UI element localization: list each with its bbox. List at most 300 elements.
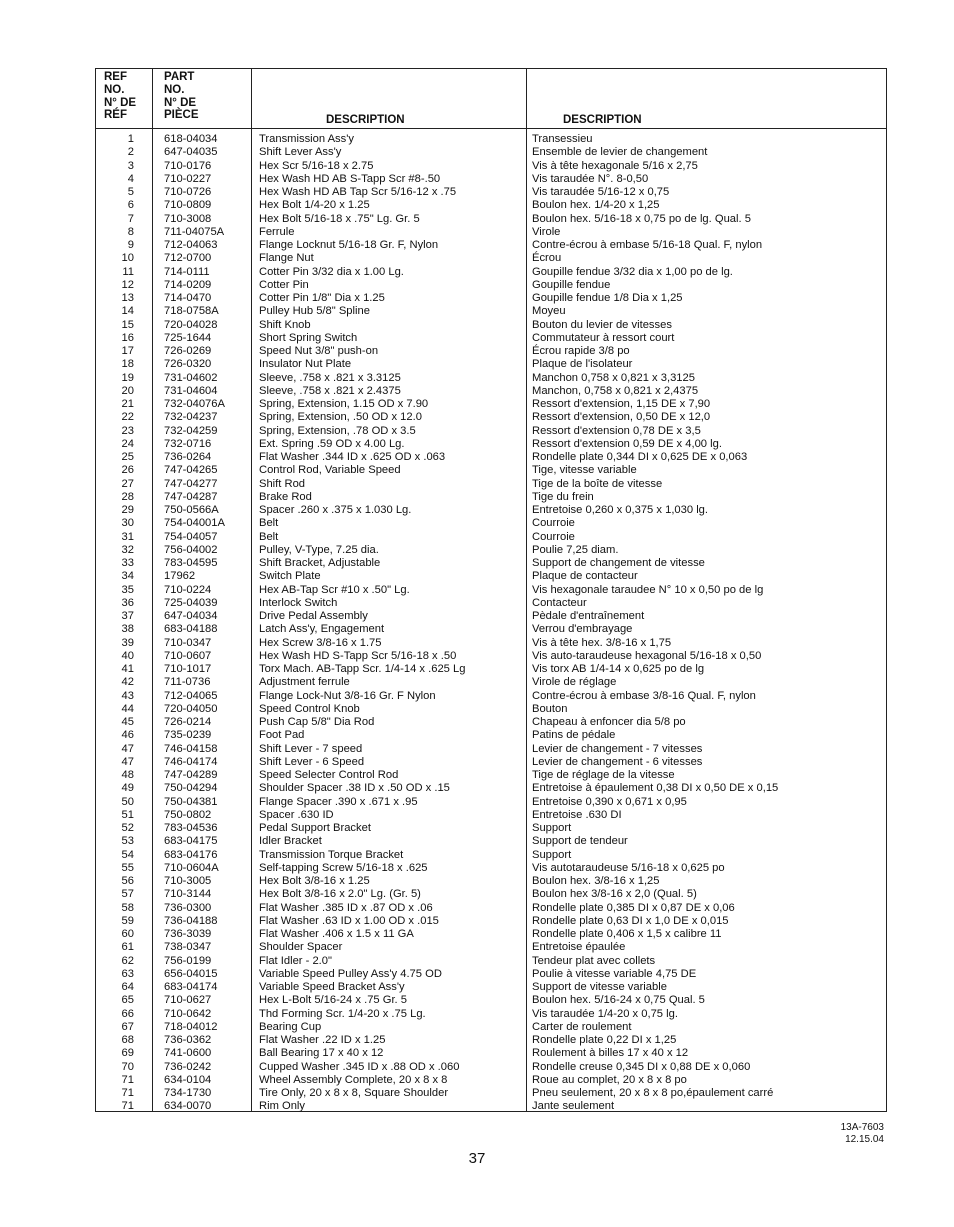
ref-number: 61 <box>121 941 134 954</box>
part-number: 710-0227 <box>164 172 212 185</box>
ref-number: 59 <box>121 914 134 927</box>
part-number: 712-04065 <box>164 689 218 702</box>
description-fr: Levier de changement - 7 vitesses <box>532 742 703 755</box>
ref-number: 58 <box>121 901 134 914</box>
part-number: 750-0566A <box>164 504 219 516</box>
table-row <box>96 160 886 173</box>
ref-number: 46 <box>121 729 134 742</box>
ref-number: 47 <box>121 742 134 755</box>
description-en: Transmission Ass'y <box>259 133 354 145</box>
part-number: 710-3144 <box>164 888 212 901</box>
part-number: 710-0224 <box>164 583 212 596</box>
description-fr: Tige de réglage de la vitesse <box>532 769 675 781</box>
ref-number: 32 <box>121 543 134 556</box>
description-fr: Support de tendeur <box>532 835 628 848</box>
ref-number: 9 <box>127 239 134 251</box>
table-row <box>96 531 886 544</box>
description-en: Latch Ass'y, Engagement <box>259 623 385 636</box>
description-fr: Support <box>532 848 572 861</box>
description-en: Speed Control Knob <box>259 702 360 715</box>
table-row <box>96 517 886 530</box>
description-fr: Rondelle plate 0,406 x 1,5 x calibre 11 <box>532 928 722 940</box>
description-en: Flat Washer .385 ID x .87 OD x .06 <box>259 901 433 914</box>
description-en: Wheel Assembly Complete, 20 x 8 x 8 <box>259 1073 448 1086</box>
ref-number: 55 <box>121 861 134 874</box>
description-fr: Entretoise 0,260 x 0,375 x 1,030 lg. <box>532 504 709 516</box>
ref-number: 65 <box>121 994 134 1007</box>
description-fr: Boulon hex. 5/16-18 x 0,75 po de lg. Qual. 5 <box>532 212 751 225</box>
ref-number: 11 <box>122 265 134 278</box>
header-ref-line: N° DE <box>104 96 137 109</box>
table-row <box>96 239 886 252</box>
description-fr: Roulement à billes 17 x 40 x 12 <box>532 1047 689 1060</box>
part-number: 735-0239 <box>164 729 212 742</box>
ref-number: 7 <box>127 212 134 225</box>
description-fr: Tige de la boîte de vitesse <box>532 477 663 490</box>
description-fr: Boulon hex. 3/8-16 x 1,25 <box>532 875 660 887</box>
header-part-line: PART <box>164 71 195 83</box>
table-row <box>96 703 886 716</box>
parts-table <box>95 68 887 1112</box>
description-fr: Ensemble de levier de changement <box>532 146 708 159</box>
table-row <box>96 252 886 265</box>
ref-number: 36 <box>121 596 134 609</box>
description-en: Variable Speed Bracket Ass'y <box>259 981 405 993</box>
table-row <box>96 902 886 915</box>
description-fr: Pèdale d'entraînement <box>532 610 645 622</box>
part-number: 634-0070 <box>164 1100 212 1113</box>
table-row <box>96 146 886 159</box>
ref-number: 18 <box>121 358 134 371</box>
part-number: 712-0700 <box>164 252 212 265</box>
ref-number: 39 <box>121 636 134 649</box>
part-number: 750-04381 <box>164 795 218 808</box>
ref-number: 28 <box>121 490 134 503</box>
description-en: Hex Bolt 1/4-20 x 1.25 <box>259 199 370 212</box>
description-en: Idler Bracket <box>259 835 322 848</box>
description-en: Spring, Extension, .50 OD x 12.0 <box>259 411 422 424</box>
description-en: Push Cap 5/8" Dia Rod <box>259 716 375 728</box>
description-en: Transmission Torque Bracket <box>259 848 404 861</box>
header-part-line: N° DE <box>164 96 197 109</box>
description-fr: Bouton du levier de vitesses <box>532 318 672 331</box>
part-number: 714-0470 <box>164 292 212 304</box>
description-fr: Ressort d'extension, 0,50 DE x 12,0 <box>532 411 711 424</box>
description-fr: Ressort d'extension 0,78 DE x 3,5 <box>532 424 701 437</box>
description-fr: Goupille fendue <box>532 278 611 291</box>
description-fr: Ressort d'extension, 1,15 DE x 7,90 <box>532 398 711 410</box>
description-en: Ext. Spring .59 OD x 4.00 Lg. <box>259 437 405 450</box>
description-en: Belt <box>259 517 279 530</box>
table-row <box>96 1047 886 1060</box>
table-row <box>96 915 886 928</box>
part-number: 732-04076A <box>164 398 225 410</box>
ref-number: 71 <box>121 1073 134 1086</box>
part-number: 711-04075A <box>164 225 225 238</box>
description-fr: Jante seulement <box>532 1100 615 1113</box>
description-fr: Vis hexagonale taraudee N° 10 x 0,50 po de lg <box>532 583 764 596</box>
description-fr: Rondelle plate 0,22 DI x 1,25 <box>532 1034 677 1046</box>
table-row <box>96 226 886 239</box>
description-en: Insulator Nut Plate <box>259 358 352 371</box>
description-en: Belt <box>259 530 279 543</box>
description-fr: Support <box>532 822 572 834</box>
part-number: 710-0347 <box>164 636 212 649</box>
description-fr: Moyeu <box>532 305 566 318</box>
description-en: Switch Plate <box>259 570 321 583</box>
ref-number: 23 <box>121 424 134 437</box>
header-part-line: PIÈCE <box>164 109 199 122</box>
description-en: Thd Forming Scr. 1/4-20 x .75 Lg. <box>259 1007 426 1020</box>
table-row <box>96 358 886 371</box>
description-fr: Vis torx AB 1/4-14 x 0,625 po de lg <box>532 663 705 675</box>
part-number: 732-04259 <box>164 424 218 437</box>
description-en: Hex Wash HD AB Tap Scr 5/16-12 x .75 <box>259 186 457 198</box>
description-fr: Rondelle plate 0,385 DI x 0,87 DE x 0,06 <box>532 901 735 914</box>
description-fr: Goupille fendue 3/32 dia x 1,00 po de lg. <box>532 265 733 278</box>
part-number: 746-04158 <box>164 742 218 755</box>
ref-number: 44 <box>121 702 134 715</box>
part-number: 732-04237 <box>164 411 218 424</box>
description-en: Torx Mach. AB-Tapp Scr. 1/4-14 x .625 Lg <box>259 663 466 675</box>
description-fr: Courroie <box>532 530 575 543</box>
description-en: Self-tapping Screw 5/16-18 x .625 <box>259 861 428 874</box>
description-en: Foot Pad <box>259 729 305 742</box>
part-number: 726-0320 <box>164 358 212 371</box>
description-fr: Vis à tête hex. 3/8-16 x 1,75 <box>532 636 672 649</box>
description-en: Control Rod, Variable Speed <box>259 464 401 477</box>
description-en: Shift Rod <box>259 477 306 490</box>
description-en: Hex Wash HD AB S-Tapp Scr #8-.50 <box>259 172 441 185</box>
part-number: 747-04277 <box>164 477 218 490</box>
part-number: 750-04294 <box>164 782 218 795</box>
part-number: 710-0176 <box>164 159 212 172</box>
ref-number: 54 <box>121 848 134 861</box>
table-row <box>96 199 886 212</box>
table-row <box>96 570 886 583</box>
ref-number: 47 <box>121 755 134 768</box>
table-row <box>96 398 886 411</box>
description-fr: Entretoise .630 DI <box>532 808 622 821</box>
description-en: Flat Washer .406 x 1.5 x 11 GA <box>259 928 414 940</box>
table-row <box>96 451 886 464</box>
description-en: Shoulder Spacer .38 ID x .50 OD x .15 <box>259 782 450 795</box>
ref-number: 56 <box>121 875 134 887</box>
description-fr: Virole <box>532 225 561 238</box>
ref-number: 41 <box>121 663 134 675</box>
part-number: 747-04265 <box>164 464 218 477</box>
part-number: 718-0758A <box>164 305 219 318</box>
description-en: Hex Bolt 3/8-16 x 2.0" Lg. (Gr. 5) <box>259 888 421 901</box>
description-en: Tire Only, 20 x 8 x 8, Square Shoulder <box>259 1087 449 1099</box>
description-fr: Contre-écrou à embase 5/16-18 Qual. F, nylon <box>532 239 763 251</box>
part-number: 710-0627 <box>164 994 212 1007</box>
ref-number: 52 <box>121 822 134 834</box>
table-row <box>96 809 886 822</box>
part-number: 726-0269 <box>164 345 212 357</box>
header-description-en: DESCRIPTION <box>326 114 405 126</box>
ref-number: 66 <box>121 1007 134 1020</box>
description-en: Shift Bracket, Adjustable <box>259 557 381 569</box>
description-fr: Courroie <box>532 517 575 530</box>
table-row <box>96 372 886 385</box>
ref-number: 27 <box>121 477 134 490</box>
part-number: 17962 <box>164 570 196 583</box>
description-en: Flange Locknut 5/16-18 Gr. F, Nylon <box>259 239 439 251</box>
part-number: 714-0111 <box>164 265 210 278</box>
table-row <box>96 610 886 623</box>
description-en: Hex Bolt 5/16-18 x .75" Lg. Gr. 5 <box>259 212 420 225</box>
table-row <box>96 319 886 332</box>
description-en: Rim Only <box>259 1100 305 1113</box>
table-row <box>96 928 886 941</box>
table-row <box>96 782 886 795</box>
ref-number: 51 <box>121 808 134 821</box>
description-en: Adjustment ferrule <box>259 676 350 689</box>
description-fr: Support de vitesse variable <box>532 981 667 993</box>
part-number: 736-3039 <box>164 928 212 940</box>
ref-number: 48 <box>121 769 134 781</box>
part-number: 750-0802 <box>164 808 212 821</box>
description-en: Hex Wash HD S-Tapp Scr 5/16-18 x .50 <box>259 649 457 662</box>
description-fr: Contacteur <box>532 596 587 609</box>
description-fr: Écrou <box>532 252 562 265</box>
description-fr: Boulon hex 3/8-16 x 2,0 (Qual. 5) <box>532 888 697 901</box>
description-fr: Boulon hex. 5/16-24 x 0,75 Qual. 5 <box>532 994 705 1007</box>
header-divider <box>96 128 886 129</box>
description-fr: Vis taraudée N°. 8-0,50 <box>532 172 649 185</box>
part-number: 738-0347 <box>164 941 212 954</box>
description-fr: Plaque de contacteur <box>532 570 638 583</box>
table-row <box>96 650 886 663</box>
description-fr: Verrou d'embrayage <box>532 623 633 636</box>
description-en: Flat Idler - 2.0" <box>259 954 332 967</box>
part-number: 741-0600 <box>164 1047 212 1060</box>
description-en: Sleeve, .758 x .821 x 3.3125 <box>259 371 401 384</box>
part-number: 710-1017 <box>164 663 212 675</box>
table-row <box>96 981 886 994</box>
table-row <box>96 623 886 636</box>
table-row <box>96 1034 886 1047</box>
table-row <box>96 1008 886 1021</box>
description-fr: Patins de pédale <box>532 729 616 742</box>
revision-date: 12.15.04 <box>845 1133 884 1145</box>
ref-number: 2 <box>127 146 134 159</box>
part-number: 731-04604 <box>164 384 218 397</box>
description-en: Hex L-Bolt 5/16-24 x .75 Gr. 5 <box>259 994 407 1007</box>
ref-number: 12 <box>121 278 134 291</box>
table-row <box>96 305 886 318</box>
table-row <box>96 769 886 782</box>
ref-number: 30 <box>121 517 134 530</box>
parts-rows <box>96 133 886 1114</box>
description-en: Cotter Pin <box>259 278 309 291</box>
description-fr: Tendeur plat avec collets <box>532 954 656 967</box>
table-row <box>96 1061 886 1074</box>
table-row <box>96 279 886 292</box>
description-fr: Poulie à vitesse variable 4,75 DE <box>532 967 697 980</box>
part-number: 714-0209 <box>164 278 212 291</box>
table-row <box>96 597 886 610</box>
table-row <box>96 544 886 557</box>
header-ref-line: REF <box>104 71 127 83</box>
part-number: 718-04012 <box>164 1020 218 1033</box>
ref-number: 4 <box>127 172 134 185</box>
description-fr: Tige du frein <box>532 490 594 503</box>
part-number: 747-04287 <box>164 490 218 503</box>
table-row <box>96 266 886 279</box>
description-fr: Vis auto-taraudeuse hexagonal 5/16-18 x 0,50 <box>532 649 762 662</box>
ref-number: 29 <box>121 504 134 516</box>
ref-number: 57 <box>121 888 134 901</box>
description-fr: Poulie 7,25 diam. <box>532 543 619 556</box>
description-fr: Tige, vitesse variable <box>532 464 637 477</box>
ref-number: 43 <box>121 689 134 702</box>
description-en: Cupped Washer .345 ID x .88 OD x .060 <box>259 1060 460 1073</box>
table-row <box>96 1100 886 1113</box>
description-en: Flat Washer .63 ID x 1.00 OD x .015 <box>259 914 439 927</box>
model-number: 13A-7603 <box>840 1122 884 1133</box>
part-number: 736-04188 <box>164 914 218 927</box>
description-en: Flat Washer .22 ID x 1.25 <box>259 1034 386 1046</box>
part-number: 726-0214 <box>164 716 212 728</box>
description-fr: Vis taraudée 5/16-12 x 0,75 <box>532 186 670 198</box>
ref-number: 70 <box>121 1060 134 1073</box>
description-fr: Vis autotaraudeuse 5/16-18 x 0,625 po <box>532 861 725 874</box>
part-number: 720-04050 <box>164 702 218 715</box>
description-en: Shift Lever - 7 speed <box>259 742 363 755</box>
ref-number: 22 <box>121 411 134 424</box>
ref-number: 6 <box>127 199 134 212</box>
table-row <box>96 796 886 809</box>
ref-number: 67 <box>121 1020 134 1033</box>
ref-number: 10 <box>121 252 134 265</box>
part-number: 710-0642 <box>164 1007 212 1020</box>
description-fr: Vis taraudée 1/4-20 x 0,75 lg. <box>532 1007 678 1020</box>
ref-number: 40 <box>121 649 134 662</box>
part-number: 736-0264 <box>164 451 212 463</box>
table-row <box>96 425 886 438</box>
table-row <box>96 478 886 491</box>
part-number: 647-04034 <box>164 610 218 622</box>
page-number: 37 <box>468 1150 486 1167</box>
ref-number: 19 <box>121 371 134 384</box>
part-number: 783-04595 <box>164 557 218 569</box>
description-fr: Support de changement de vitesse <box>532 557 705 569</box>
table-row <box>96 345 886 358</box>
description-en: Spring, Extension, 1.15 OD x 7.90 <box>259 398 429 410</box>
ref-number: 13 <box>121 292 134 304</box>
description-en: Flange Lock-Nut 3/8-16 Gr. F Nylon <box>259 689 436 702</box>
description-fr: Écrou rapide 3/8 po <box>532 345 630 357</box>
part-number: 736-0242 <box>164 1060 212 1073</box>
part-number: 747-04289 <box>164 769 218 781</box>
description-fr: Contre-écrou à embase 3/8-16 Qual. F, nylon <box>532 689 756 702</box>
header-part <box>164 71 199 122</box>
part-number: 710-0607 <box>164 649 212 662</box>
description-en: Brake Rod <box>259 490 312 503</box>
ref-number: 21 <box>121 398 134 410</box>
description-en: Cotter Pin 1/8" Dia x 1.25 <box>259 292 385 304</box>
ref-number: 64 <box>121 981 134 993</box>
description-fr: Pneu seulement, 20 x 8 x 8 po,épaulement carré <box>532 1087 774 1099</box>
table-row <box>96 491 886 504</box>
description-en: Hex Bolt 3/8-16 x 1.25 <box>259 875 370 887</box>
description-fr: Manchon, 0,758 x 0,821 x 2,4375 <box>532 384 699 397</box>
part-number: 754-04001A <box>164 517 225 530</box>
table-row <box>96 743 886 756</box>
description-fr: Entretoise épaulée <box>532 941 626 954</box>
description-fr: Chapeau à enfoncer dia 5/8 po <box>532 716 686 728</box>
description-en: Flange Nut <box>259 252 314 265</box>
table-row <box>96 173 886 186</box>
description-en: Short Spring Switch <box>259 331 358 344</box>
part-number: 683-04188 <box>164 623 218 636</box>
description-fr: Roue au complet, 20 x 8 x 8 po <box>532 1073 687 1086</box>
header-description-fr: DESCRIPTION <box>563 114 642 126</box>
ref-number: 14 <box>121 305 134 318</box>
table-row <box>96 663 886 676</box>
part-number: 720-04028 <box>164 318 218 331</box>
ref-number: 31 <box>121 530 134 543</box>
ref-number: 26 <box>121 464 134 477</box>
table-row <box>96 716 886 729</box>
description-fr: Virole de réglage <box>532 676 617 689</box>
table-row <box>96 690 886 703</box>
header-ref-line: RÉF <box>104 109 127 122</box>
ref-number: 42 <box>121 676 134 689</box>
ref-number: 20 <box>121 384 134 397</box>
description-en: Hex Screw 3/8-16 x 1.75 <box>259 636 382 649</box>
description-fr: Rondelle plate 0,344 DI x 0,625 DE x 0,063 <box>532 451 748 463</box>
description-en: Shift Lever - 6 Speed <box>259 755 365 768</box>
part-number: 683-04175 <box>164 835 218 848</box>
part-number: 710-3005 <box>164 875 212 887</box>
description-fr: Entretoise 0,390 x 0,671 x 0,95 <box>532 795 687 808</box>
description-en: Ball Bearing 17 x 40 x 12 <box>259 1047 384 1060</box>
description-en: Spring, Extension, .78 OD x 3.5 <box>259 424 416 437</box>
part-number: 736-0362 <box>164 1034 212 1046</box>
ref-number: 60 <box>121 928 134 940</box>
description-en: Hex Scr 5/16-18 x 2.75 <box>259 159 374 172</box>
description-fr: Commutateur à ressort court <box>532 331 675 344</box>
description-en: Hex AB-Tap Scr #10 x .50" Lg. <box>259 583 410 596</box>
table-row <box>96 1021 886 1034</box>
table-row <box>96 1087 886 1100</box>
part-number: 756-04002 <box>164 543 218 556</box>
table-row <box>96 835 886 848</box>
part-number: 754-04057 <box>164 530 218 543</box>
ref-number: 25 <box>121 451 134 463</box>
part-number: 634-0104 <box>164 1073 212 1086</box>
table-row <box>96 729 886 742</box>
part-number: 783-04536 <box>164 822 218 834</box>
ref-number: 24 <box>121 437 134 450</box>
ref-number: 53 <box>121 835 134 848</box>
description-en: Drive Pedal Assembly <box>259 610 368 622</box>
description-en: Flat Washer .344 ID x .625 OD x .063 <box>259 451 446 463</box>
ref-number: 45 <box>121 716 134 728</box>
ref-number: 68 <box>121 1034 134 1046</box>
description-en: Pedal Support Bracket <box>259 822 371 834</box>
ref-number: 34 <box>121 570 134 583</box>
part-number: 734-1730 <box>164 1087 212 1099</box>
part-number: 731-04602 <box>164 371 218 384</box>
description-en: Speed Nut 3/8" push-on <box>259 345 379 357</box>
part-number: 725-04039 <box>164 596 218 609</box>
description-en: Interlock Switch <box>259 596 338 609</box>
description-en: Spacer .260 x .375 x 1.030 Lg. <box>259 504 412 516</box>
